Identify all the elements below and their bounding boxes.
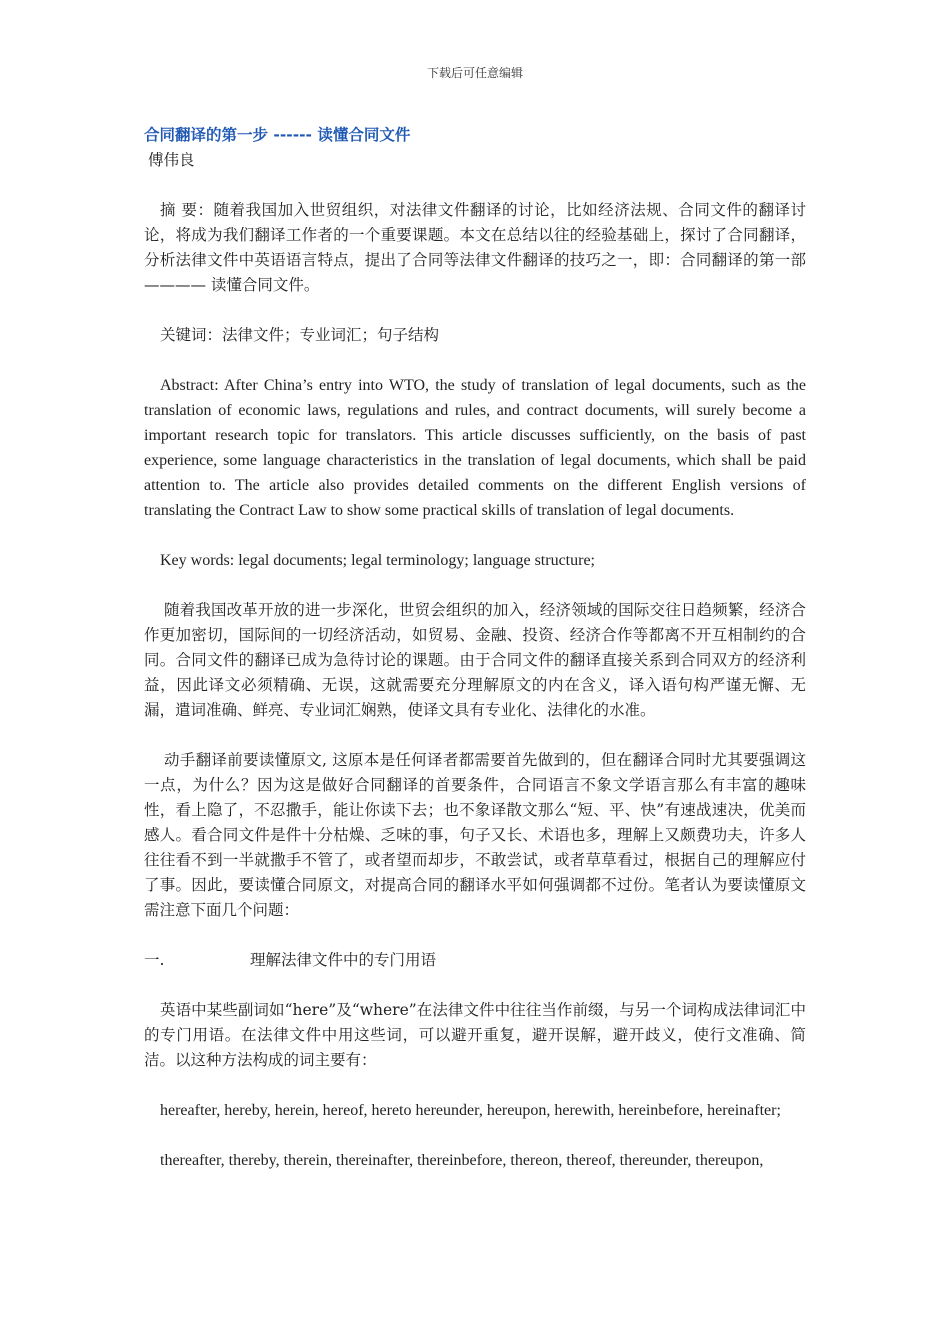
section-heading-1	[144, 948, 806, 973]
spacer	[144, 298, 806, 323]
document-title: 合同翻译的第一步 ------ 读懂合同文件	[144, 126, 411, 144]
keywords-chinese: 关键词：法律文件；专业词汇；句子结构	[160, 326, 440, 344]
body-paragraph-3: 英语中某些副词如“here”及“where”在法律文件中往往当作前缀，与另一个词构成法律词汇中的专门用语。在法律文件中用这些词，可以避开重复，避开误解，避开歧义，使行文准确、简洁。以这种方法构成的词主要有：	[144, 1001, 806, 1069]
page-header-note: 下载后可任意编辑	[426, 66, 523, 80]
spacer	[144, 348, 806, 373]
section-number: 一.	[144, 951, 165, 969]
section-title: 理解法律文件中的专门用语	[250, 951, 437, 969]
spacer	[144, 1123, 806, 1148]
spacer	[144, 573, 806, 598]
spacer	[144, 173, 806, 198]
abstract-chinese: 摘 要：随着我国加入世贸组织，对法律文件翻译的讨论，比如经济法规、合同文件的翻译讨论，将成为我们翻译工作者的一个重要课题。本文在总结以往的经验基础上，探讨了合同翻译，分析法律文件中英语语言特点，提出了合同等法律文件翻译的技巧之一，即：合同翻译的第一部 ———— 读懂合同文件。	[144, 201, 806, 294]
body-paragraph-2: 动手翻译前要读懂原文, 这原本是任何译者都需要首先做到的，但在翻译合同时尤其要强调这一点，为什么？因为这是做好合同翻译的首要条件，合同语言不象文学语言那么有丰富的趣味性，看上隐了，不忍撒手，能让你读下去；也不象译散文那么“短、平、快”有速战速决，优美而感人。看合同文件是件十分枯燥、乏味的事，句子又长、术语也多，理解上又颇费功夫，许多人往往看不到一半就撒手不管了，或者望而却步，不敢尝试，或者草草看过，根据自己的理解应付了事。因此，要读懂合同原文，对提高合同的翻译水平如何强调都不过份。笔者认为要读懂原文需注意下面几个问题：	[144, 751, 806, 919]
abstract-english: Abstract: After China’s entry into WTO, the study of translation of legal documents, such as the translation of economic laws, regulations and rules, and contract documents, will surely become a important research topic for translators. This article discusses sufficiently, on the basis of past experience, some language characteristics in the translation of legal documents, which shall be paid attention to. The article also provides detailed comments on the different English versions of translating the Contract Law to show some practical skills of translation of legal documents.	[144, 377, 806, 519]
spacer	[144, 973, 806, 998]
body-paragraph-1: 随着我国改革开放的进一步深化，世贸会组织的加入，经济领域的国际交往日趋频繁，经济合作更加密切，国际间的一切经济活动，如贸易、金融、投资、经济合作等都离不开互相制约的合同。合同文件的翻译已成为急待讨论的课题。由于合同文件的翻译直接关系到合同双方的经济利益，因此译文必须精确、无误，这就需要充分理解原文的内在含义，译入语句构严谨无懈、无漏，遣词准确、鲜亮、专业词汇娴熟，使译文具有专业化、法律化的水准。	[144, 601, 806, 719]
word-list-here: hereafter, hereby, herein, hereof, hereto hereunder, hereupon, herewith, hereinbefore, hereinafter;	[160, 1102, 781, 1119]
word-list-there: thereafter, thereby, therein, thereinafter, thereinbefore, thereon, thereof, thereunder, thereupon,	[160, 1152, 764, 1169]
spacer	[144, 523, 806, 548]
document-body	[144, 122, 806, 1173]
spacer	[144, 923, 806, 948]
document-author: 傅伟良	[148, 151, 195, 169]
spacer	[144, 1073, 806, 1098]
keywords-english: Key words: legal documents; legal terminology; language structure;	[160, 552, 595, 569]
spacer	[144, 723, 806, 748]
